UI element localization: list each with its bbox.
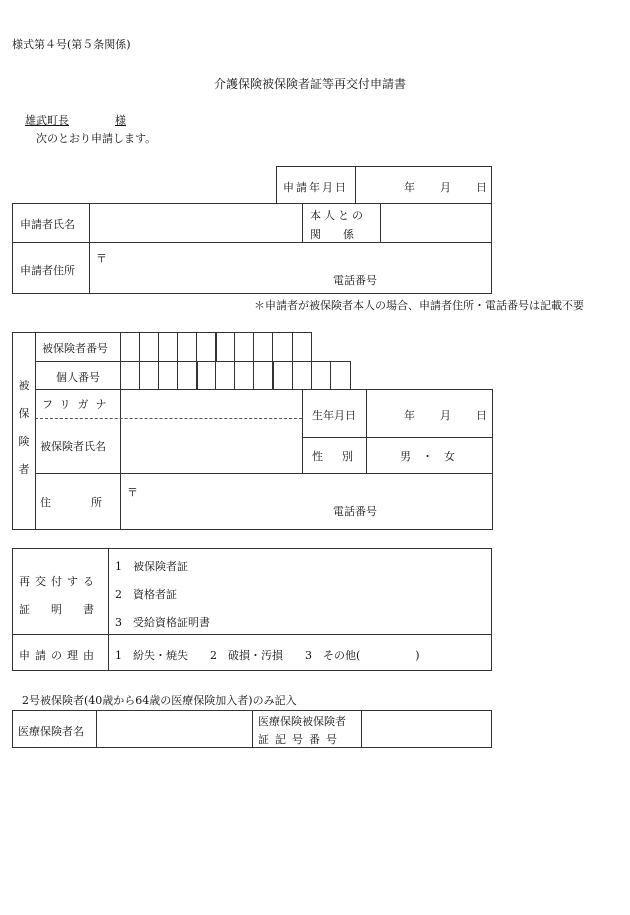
insured-postal-mark: 〒 <box>127 486 138 499</box>
certificate-option: 3 受給資格証明書 <box>115 616 210 629</box>
application-date-label: 申請年月日 <box>283 181 348 194</box>
certificate-option: 1 被保険者証 <box>115 560 188 573</box>
insurance-symbol-label-line1: 医療保険被保険者 <box>258 715 346 728</box>
applicant-postal-mark: 〒 <box>96 252 107 265</box>
birth-month: 月 <box>440 409 451 422</box>
sex-label: 性 別 <box>312 450 357 463</box>
insured-group-char: 者 <box>18 463 30 476</box>
application-year: 年 <box>404 181 415 194</box>
relation-label-line1: 本人との <box>310 209 366 222</box>
insured-group-label <box>17 372 31 484</box>
application-month: 月 <box>440 181 451 194</box>
addressee-name: 雄武町長 <box>25 114 69 127</box>
furigana-label: フリガナ <box>42 398 114 411</box>
insured-group-char: 保 <box>18 407 30 420</box>
insured-name-label: 被保険者氏名 <box>40 440 106 453</box>
medical-insurer-label: 医療保険者名 <box>18 725 84 738</box>
second-insured-note: 2号被保険者(40歳から64歳の医療保険加入者)のみ記入 <box>22 694 297 707</box>
applicant-phone-label: 電話番号 <box>333 274 377 287</box>
birth-year: 年 <box>404 409 415 422</box>
addressee <box>25 112 126 128</box>
birth-day: 日 <box>476 409 487 422</box>
insured-group-char: 険 <box>18 435 30 448</box>
insured-group-char: 被 <box>18 379 30 392</box>
form-number: 様式第４号(第５条関係) <box>12 38 131 51</box>
insured-address-label: 住 所 <box>40 496 108 509</box>
reissue-cert-label-line2: 証 明 書 <box>19 603 99 616</box>
applicant-address-label: 申請者住所 <box>20 264 75 277</box>
certificate-option: 2 資格者証 <box>115 588 177 601</box>
applicant-note: ＊申請者が被保険者本人の場合、申請者住所・電話番号は記載不要 <box>254 299 584 312</box>
reason-label: 申請の理由 <box>19 649 99 662</box>
personal-number-label: 個人番号 <box>56 371 100 384</box>
insured-table <box>12 332 13 530</box>
applicant-table <box>12 203 492 294</box>
birth-date-label: 生年月日 <box>312 409 356 422</box>
insurance-symbol-label-line2: 証記号番号 <box>258 733 343 746</box>
relation-label-line2: 関 係 <box>310 228 354 241</box>
reissue-cert-label-line1: 再交付する <box>19 575 99 588</box>
insured-phone-label: 電話番号 <box>333 505 377 518</box>
intro-text: 次のとおり申請します。 <box>36 132 157 145</box>
reason-options: 1 紛失・焼失 2 破損・汚損 3 その他( ) <box>115 649 420 662</box>
application-day: 日 <box>476 181 487 194</box>
insured-number-label: 被保険者番号 <box>42 342 108 355</box>
applicant-name-label: 申請者氏名 <box>20 218 75 231</box>
page-title: 介護保険被保険者証等再交付申請書 <box>214 77 407 91</box>
addressee-honorific: 様 <box>115 114 126 127</box>
sex-options: 男 ・ 女 <box>400 450 455 463</box>
